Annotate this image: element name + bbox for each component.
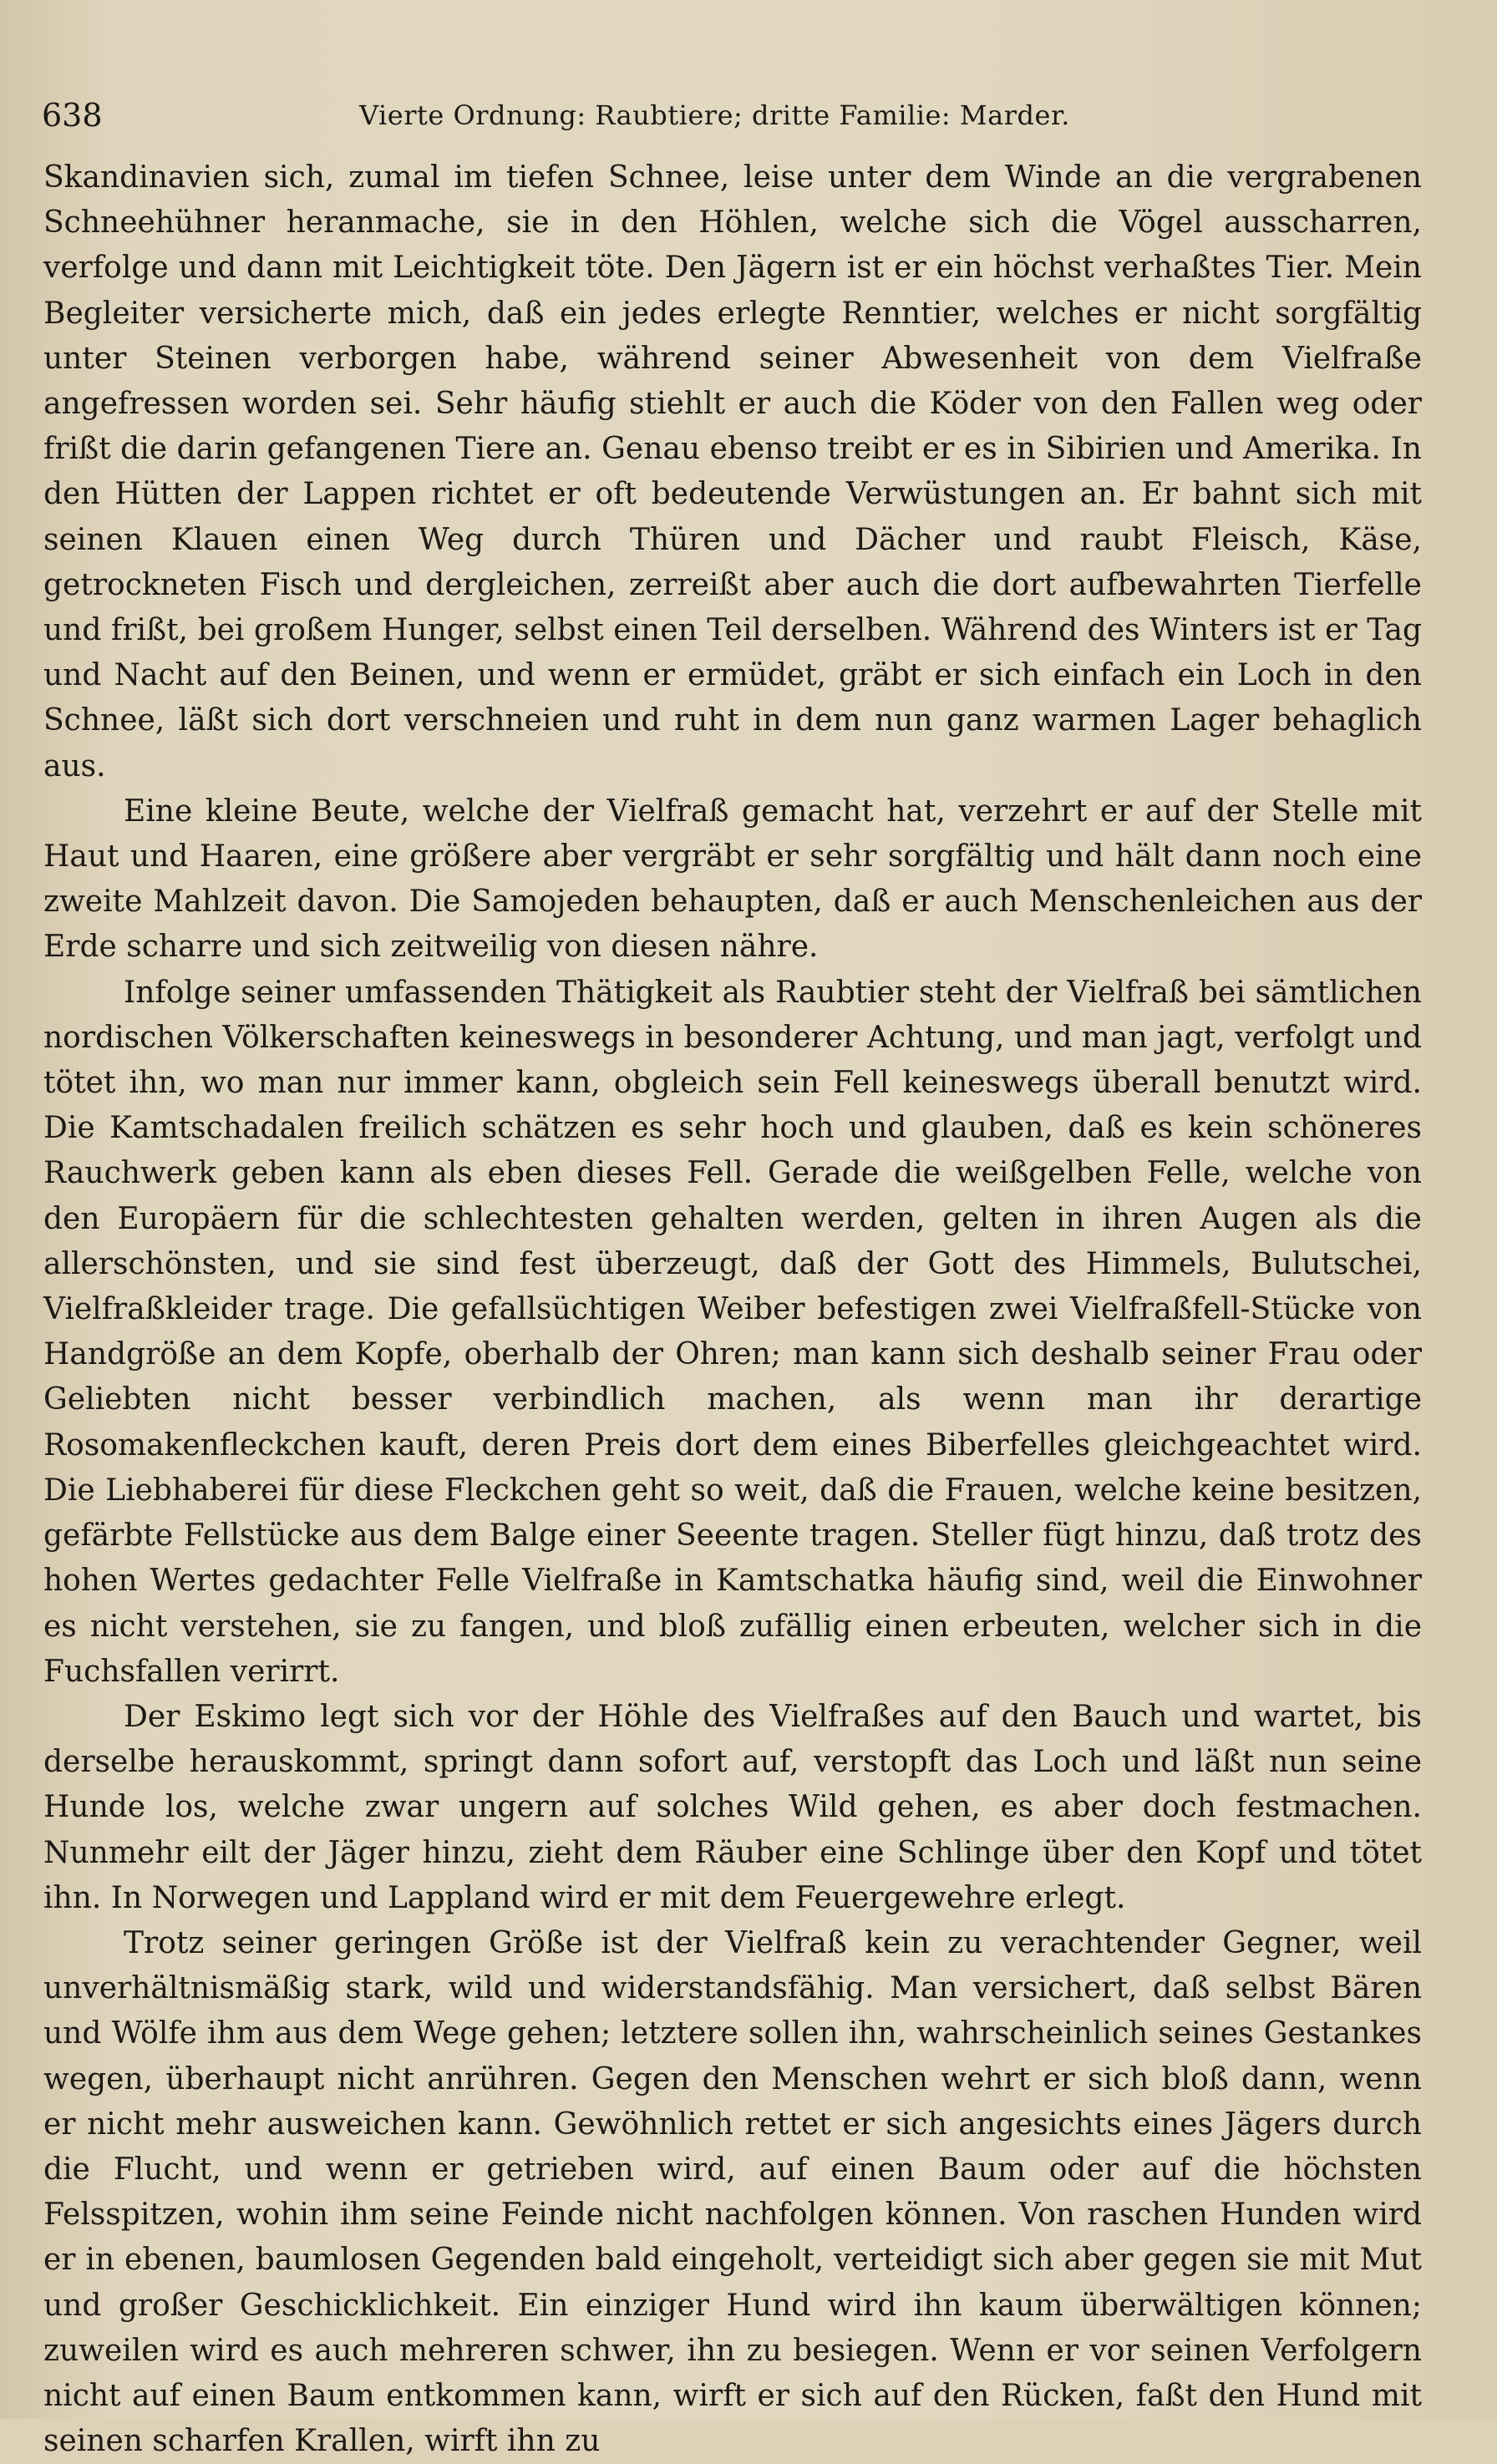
running-head: Vierte Ordnung: Raubtiere; dritte Familie: Marder. (359, 99, 1070, 131)
paragraph: Infolge seiner umfassenden Thätigkeit als Raubtier steht der Vielfraß bei sämtlichen nordischen Völkerschaften keineswegs in besonderer Achtung, und man jagt, verfolgt und tötet ihn, wo man nur immer kann, obgleich sein Fell keineswegs überall benutzt wird. Die Kamtschadalen freilich schätzen es sehr hoch und glauben, daß es kein schöneres Rauchwerk geben kann als eben dieses Fell. Gerade die weißgelben Felle, welche von den Europäern für die schlechtesten gehalten werden, gelten in ihren Augen als die allerschönsten, und sie sind fest überzeugt, daß der Gott des Himmels, Bulutschei, Vielfraßkleider trage. Die gefallsüchtigen Weiber befestigen zwei Vielfraßfell-Stücke von Handgröße an dem Kopfe, oberhalb der Ohren; man kann sich deshalb seiner Frau oder Geliebten nicht besser verbindlich machen, als wenn man ihr derartige Rosomakenfleckchen kauft, deren Preis dort dem eines Biberfelles gleichgeachtet wird. Die Liebhaberei für diese Fleckchen geht so weit, daß die Frauen, welche keine besitzen, gefärbte Fellstücke aus dem Balge einer Seeente tragen. Steller fügt hinzu, daß trotz des hohen Wertes gedachter Felle Vielfraße in Kamtschatka häufig sind, weil die Einwohner es nicht verstehen, sie zu fangen, und bloß zufällig einen erbeuten, welcher sich in die Fuchsfallen verirrt. (43, 975, 1422, 1689)
paragraph: Skandinavien sich, zumal im tiefen Schnee, leise unter dem Winde an die vergrabenen Schneehühner heranmache, sie in den Höhlen, welche sich die Vögel ausscharren, verfolge und dann mit Leichtigkeit töte. Den Jägern ist er ein höchst verhaßtes Tier. Mein Begleiter versicherte mich, daß ein jedes erlegte Renntier, welches er nicht sorgfältig unter Steinen verborgen habe, während seiner Abwesenheit von dem Vielfraße angefressen worden sei. Sehr häufig stiehlt er auch die Köder von den Fallen weg oder frißt die darin gefangenen Tiere an. Genau ebenso treibt er es in Sibirien und Amerika. In den Hütten der Lappen richtet er oft bedeutende Verwüstungen an. Er bahnt sich mit seinen Klauen einen Weg durch Thüren und Dächer und raubt Fleisch, Käse, getrockneten Fisch und dergleichen, zerreißt aber auch die dort aufbewahrten Tierfelle und frißt, bei großem Hunger, selbst einen Teil derselben. Während des Winters ist er Tag und Nacht auf den Beinen, und wenn er ermüdet, gräbt er sich einfach ein Loch in den Schnee, läßt sich dort verschneien und ruht in dem nun ganz warmen Lager behaglich aus. (43, 160, 1422, 783)
body-text (43, 155, 1422, 2464)
page-number: 638 (42, 97, 103, 134)
paragraph: Der Eskimo legt sich vor der Höhle des Vielfraßes auf den Bauch und wartet, bis derselbe herauskommt, springt dann sofort auf, verstopft das Loch und läßt nun seine Hunde los, welche zwar ungern auf solches Wild gehen, es aber doch festmachen. Nunmehr eilt der Jäger hinzu, zieht dem Räuber eine Schlinge über den Kopf und tötet ihn. In Norwegen und Lappland wird er mit dem Feuergewehre erlegt. (43, 1699, 1422, 1915)
paragraph: Eine kleine Beute, welche der Vielfraß gemacht hat, verzehrt er auf der Stelle mit Haut und Haaren, eine größere aber vergräbt er sehr sorgfältig und hält dann noch eine zweite Mahlzeit davon. Die Samojeden behaupten, daß er auch Menschenleichen aus der Erde scharre und sich zeitweilig von diesen nähre. (43, 793, 1422, 965)
page-header (42, 90, 1422, 140)
paragraph: Trotz seiner geringen Größe ist der Vielfraß kein zu verachtender Gegner, weil unverhältnismäßig stark, wild und widerstandsfähig. Man versichert, daß selbst Bären und Wölfe ihm aus dem Wege gehen; letztere sollen ihn, wahrscheinlich seines Gestankes wegen, überhaupt nicht anrühren. Gegen den Menschen wehrt er sich bloß dann, wenn er nicht mehr ausweichen kann. Gewöhnlich rettet er sich angesichts eines Jägers durch die Flucht, und wenn er getrieben wird, auf einen Baum oder auf die höchsten Felsspitzen, wohin ihm seine Feinde nicht nachfolgen können. Von raschen Hunden wird er in ebenen, baumlosen Gegenden bald eingeholt, verteidigt sich aber gegen sie mit Mut und großer Geschicklichkeit. Ein einziger Hund wird ihn kaum überwältigen können; zuweilen wird es auch mehreren schwer, ihn zu besiegen. Wenn er vor seinen Verfolgern nicht auf einen Baum entkommen kann, wirft er sich auf den Rücken, faßt den Hund mit seinen scharfen Krallen, wirft ihn zu (43, 1925, 1422, 2459)
